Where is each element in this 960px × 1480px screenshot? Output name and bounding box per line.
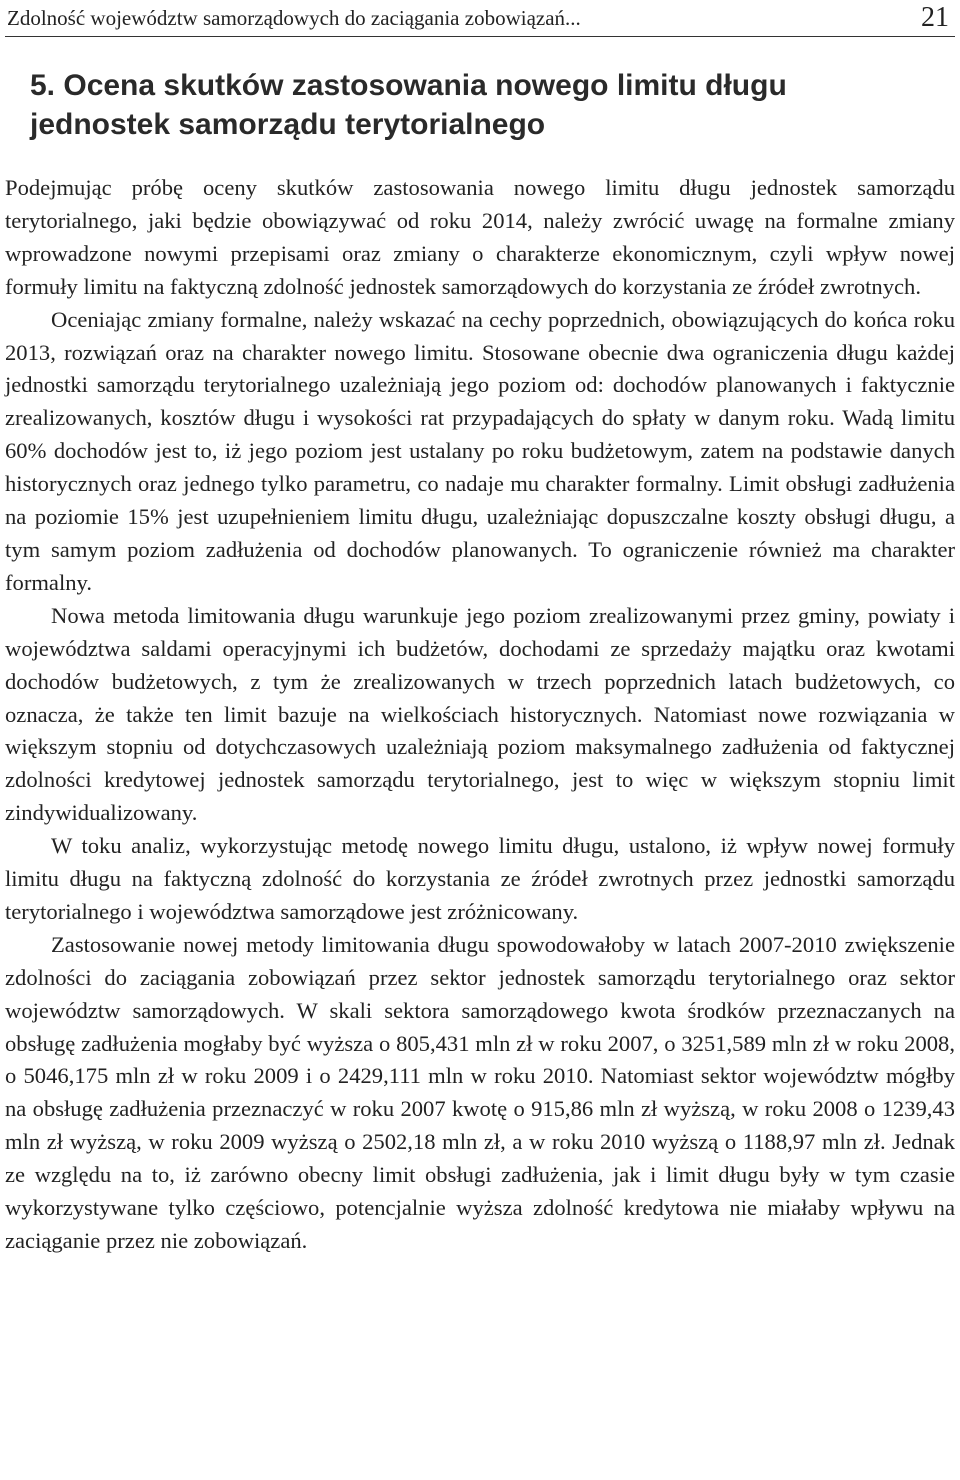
- paragraph-1: Podejmując próbę oceny skutków zastosowania nowego limitu długu jednostek samorządu terytorialnego, jaki będzie obowiązywać od roku 2014, należy zwrócić uwagę na formalne zmiany wprowadzone nowymi przepisami oraz zmiany o charakterze ekonomicznym, czyli wpływ nowej formuły limitu na faktyczną zdolność jednostek samorządowych do korzystania ze źródeł zwrotnych.: [5, 175, 955, 299]
- paragraph-4: W toku analiz, wykorzystując metodę nowego limitu długu, ustalono, iż wpływ nowej formuły limitu długu na faktyczną zdolność do korzystania ze źródeł zwrotnych przez jednostki samorządu terytorialnego i województwa samorządowe jest zróżnicowany.: [5, 833, 955, 924]
- section-heading: [5, 66, 955, 144]
- running-head-title: Zdolność województw samorządowych do zaciągania zobowiązań...: [7, 6, 581, 30]
- page-number: 21: [921, 2, 949, 33]
- body-text: [5, 172, 955, 1258]
- running-head: [5, 2, 955, 37]
- paragraph-5: Zastosowanie nowej metody limitowania długu spowodowałoby w latach 2007-2010 zwiększenie zdolności do zaciągania zobowiązań przez sektor jednostek samorządu terytorialnego oraz sektor województw samorządowych. W skali sektora samorządowego kwota środków przeznaczanych na obsługę zadłużenia mogłaby być wyższa o 805,431 mln zł w roku 2007, o 3251,589 mln zł w roku 2008, o 5046,175 mln zł w roku 2009 i o 2429,111 mln w roku 2010. Natomiast sektor województw mógłby na obsługę zadłużenia przeznaczyć w roku 2007 kwotę o 915,86 mln zł wyższą, w roku 2008 o 1239,43 mln zł wyższą, w roku 2009 wyższą o 2502,18 mln zł, a w roku 2010 wyższą o 1188,97 mln zł. Jednak ze względu na to, iż zarówno obecny limit obsługi zadłużenia, jak i limit długu były w tym czasie wykorzystywane tylko częściowo, potencjalnie wyższa zdolność kredytowa nie miałaby wpływu na zaciąganie przez nie zobowiązań.: [5, 931, 955, 1253]
- paragraph-2: Oceniając zmiany formalne, należy wskazać na cechy poprzednich, obowiązujących do końca roku 2013, rozwiązań oraz na charakter nowego limitu. Stosowane obecnie dwa ograniczenia długu każdej jednostki samorządu terytorialnego uzależniają jego poziom od: dochodów planowanych i faktycznie zrealizowanych, kosztów długu i wysokości rat przypadających do spłaty w danym roku. Wadą limitu 60% dochodów jest to, iż jego poziom jest ustalany po roku budżetowym, zatem na podstawie danych historycznych oraz jednego tylko parametru, co nadaje mu charakter formalny. Limit obsługi zadłużenia na poziomie 15% jest uzupełnieniem limitu długu, uzależniając dopuszczalne koszty obsługi długu, a tym samym poziom zadłużenia od dochodów planowanych. To ograniczenie również ma charakter formalny.: [5, 306, 955, 595]
- paragraph-3: Nowa metoda limitowania długu warunkuje jego poziom zrealizowanymi przez gminy, powiaty i województwa saldami operacyjnymi ich budżetów, dochodami ze sprzedaży majątku oraz kwotami dochodów budżetowych, z tym że zrealizowanych w trzech poprzednich latach budżetowych, co oznacza, że także ten limit bazuje na wielkościach historycznych. Natomiast nowe rozwiązania w większym stopniu od dotychczasowych uzależniają poziom maksymalnego zadłużenia od faktycznej zdolności kredytowej jednostek samorządu terytorialnego, jest to więc w większym stopniu limit zindywidualizowany.: [5, 602, 955, 826]
- section-heading-line-1: 5. Ocena skutków zastosowania nowego limitu długu: [30, 69, 787, 102]
- section-heading-line-2: jednostek samorządu terytorialnego: [30, 108, 546, 141]
